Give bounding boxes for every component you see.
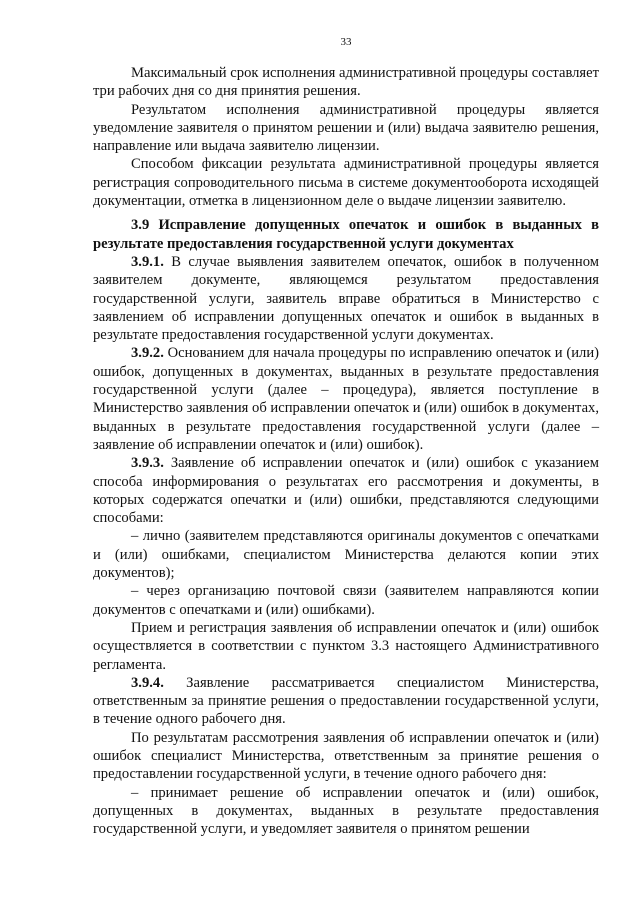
paragraph-reception: Прием и регистрация заявления об исправлении опечаток и (или) ошибок осуществляется в соответствии с пунктом 3.3 настоящего Административного регламента. (93, 619, 599, 673)
clause-number: 3.9.2. (131, 345, 164, 362)
clause-3-9-1 (93, 253, 599, 344)
list-item-decision: – принимает решение об исправлении опечаток и (или) ошибок, допущенных в документах, выданных в результате предоставления государственной услуги, и уведомляет заявителя о принятом решении (93, 784, 599, 838)
clause-text: В случае выявления заявителем опечаток, ошибок в полученном заявителем документе, являющемся результатом предоставления государственной услуги, заявитель вправе обратиться в Министерство с заявлением об исправлении допущенных опечаток и ошибок в выданных в результате предоставления государственной услуги документах. (93, 253, 599, 344)
clause-number: 3.9.4. (131, 674, 164, 691)
list-item-by-post: – через организацию почтовой связи (заявителем направляются копии документов с опечатками и (или) ошибками). (93, 583, 599, 618)
paragraph-fixation: Способом фиксации результата административной процедуры является регистрация сопроводительного письма в системе документооборота исходящей документации, отметка в лицензионном деле о выдаче лицензии заявителю. (93, 156, 599, 210)
paragraph-result: Результатом исполнения административной процедуры является уведомление заявителя о принятом решении и (или) выдача заявителю решения, направление или выдача заявителю лицензии. (93, 101, 599, 155)
clause-3-9-2 (93, 344, 599, 454)
document-body (93, 64, 599, 838)
paragraph-results: По результатам рассмотрения заявления об исправлении опечаток и (или) ошибок специалист Министерства, ответственным за принятие решения о предоставлении государственной услуги, в течение одного рабочего дня: (93, 729, 599, 783)
list-item-in-person: – лично (заявителем представляются оригиналы документов с опечатками и (или) ошибками, специалистом Министерства делаются копии этих документов); (93, 528, 599, 582)
section-heading-3-9: 3.9 Исправление допущенных опечаток и ошибок в выданных в результате предоставления государственной услуги документах (93, 217, 599, 252)
clause-number: 3.9.1. (131, 253, 164, 270)
page-number: 33 (340, 36, 352, 48)
clause-text: Заявление рассматривается специалистом Министерства, ответственным за принятие решения о предоставлении государственной услуги, в течение одного рабочего дня. (93, 674, 599, 728)
clause-text: Основанием для начала процедуры по исправлению опечаток и (или) ошибок, допущенных в документах, выданных в результате предоставления государственной услуги (далее – процедура), является поступление в Министерство заявления об исправлении опечаток и (или) ошибок в документах, выданных в результате предоставления государственной услуги (далее – заявление об исправлении опечаток и (или) ошибок). (93, 345, 599, 453)
clause-number: 3.9.3. (131, 455, 164, 472)
paragraph-max-term: Максимальный срок исполнения административной процедуры составляет три рабочих дня со дня принятия решения. (93, 65, 599, 100)
clause-text: Заявление об исправлении опечаток и (или) ошибок с указанием способа информирования о результатах его рассмотрения и документы, в которых содержатся опечатки и (или) ошибки, представляются следующими способами: (93, 455, 599, 527)
clause-3-9-3 (93, 454, 599, 527)
clause-3-9-4 (93, 674, 599, 729)
